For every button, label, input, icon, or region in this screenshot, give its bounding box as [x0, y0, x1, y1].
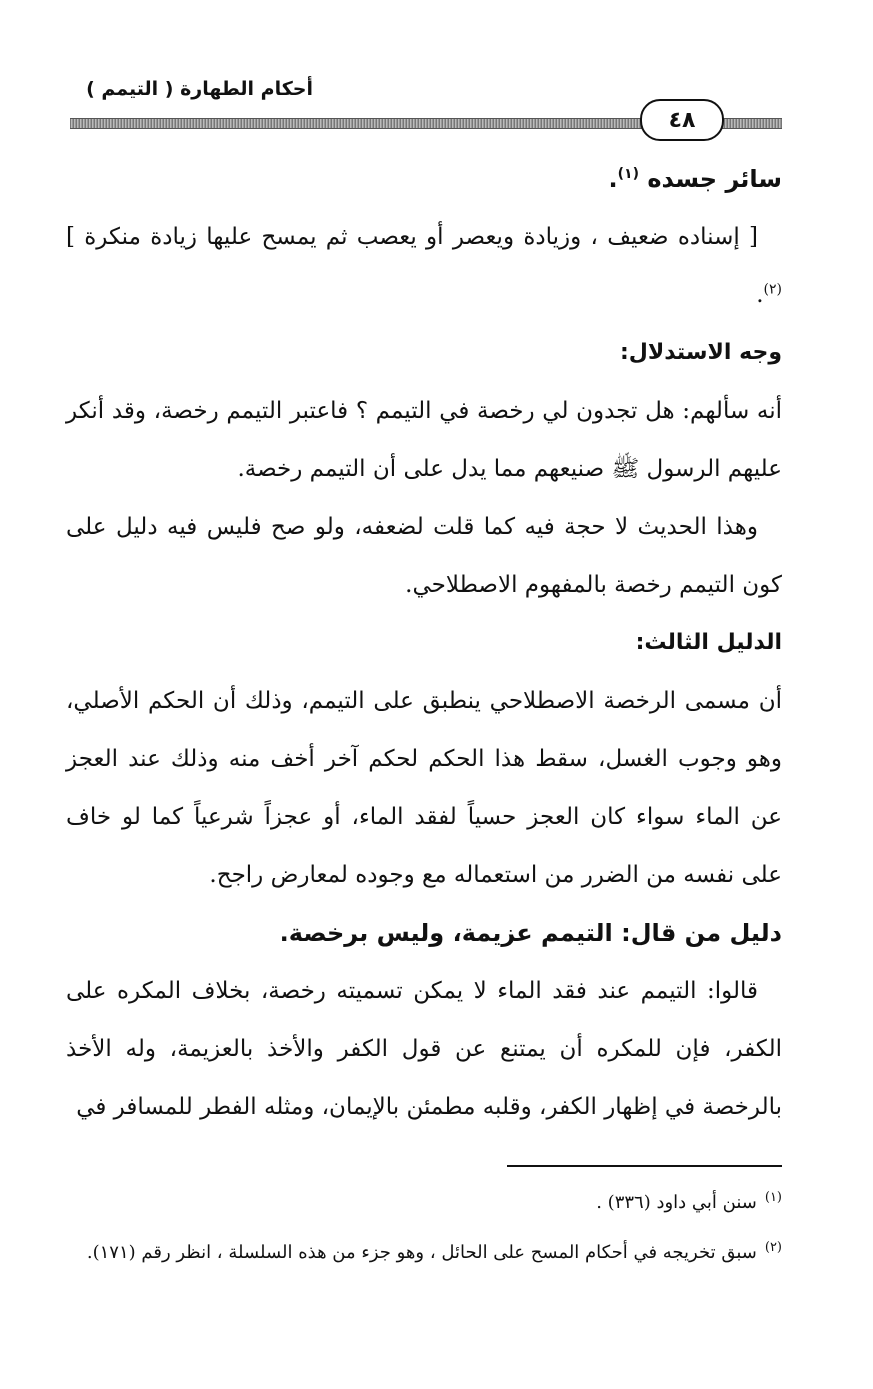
page-number: ٤٨ — [640, 99, 724, 141]
paragraph: قالوا: التيمم عند فقد الماء لا يمكن تسميته رخصة، بخلاف المكره على الكفر، فإن للمكره أن يمتنع عن قول الكفر والأخذ بالعزيمة، وله الأخذ بالرخصة في إظهار الكفر، وقلبه مطمئن بالإيمان، ومثله الفطر للمسافر في — [66, 978, 782, 1120]
paragraph: أنه سألهم: هل تجدون لي رخصة في التيمم ؟ فاعتبر التيمم رخصة، وقد أنكر عليهم الرسول ﷺ صنيعهم مما يدل على أن التيمم رخصة. — [66, 398, 782, 482]
hadith-grading — [66, 208, 782, 324]
footnote — [66, 1228, 782, 1278]
footnote — [66, 1178, 782, 1228]
section-heading: دليل من قال: التيمم عزيمة، وليس برخصة. — [279, 919, 782, 947]
footnote-mark: (١) — [764, 1190, 782, 1205]
footnote-ref-1: (١) — [617, 166, 639, 182]
punctuation: . — [756, 282, 764, 308]
running-header-title: أحكام الطهارة ( التيمم ) — [86, 78, 313, 100]
footnotes — [66, 1178, 782, 1278]
punctuation: . — [608, 165, 618, 193]
section-heading: وجه الاستدلال: — [619, 340, 782, 365]
footnote-separator — [507, 1165, 782, 1167]
section-heading: الدليل الثالث: — [635, 630, 782, 655]
paragraph-text: سائر جسده — [638, 165, 782, 193]
paragraph: أن مسمى الرخصة الاصطلاحي ينطبق على التيمم، وذلك أن الحكم الأصلي، وهو وجوب الغسل، سقط هذا الحكم لحكم آخر أخف منه وذلك عند العجز عن الماء سواء كان العجز حسياً لفقد الماء، أو عجزاً شرعياً كما لو خاف على نفسه من الضرر من استعماله مع وجوده لمعارض راجح. — [66, 688, 782, 888]
paragraph-continuation — [66, 150, 782, 208]
footnote-text: سنن أبي داود (٣٣٦) . — [596, 1192, 757, 1213]
paragraph: وهذا الحديث لا حجة فيه كما قلت لضعفه، ولو صح فليس فيه دليل على كون التيمم رخصة بالمفهوم الاصطلاحي. — [66, 514, 782, 598]
footnote-mark: (٢) — [764, 1240, 782, 1255]
footnote-ref-2: (٢) — [763, 281, 782, 298]
body-text — [66, 150, 782, 1136]
footnote-text: سبق تخريجه في أحكام المسح على الحائل ، وهو جزء من هذه السلسلة ، انظر رقم (١٧١). — [86, 1242, 757, 1263]
paragraph-text: [ إسناده ضعيف ، وزيادة ويعصر أو يعصب ثم يمسح عليها زيادة منكرة ] — [66, 224, 758, 250]
